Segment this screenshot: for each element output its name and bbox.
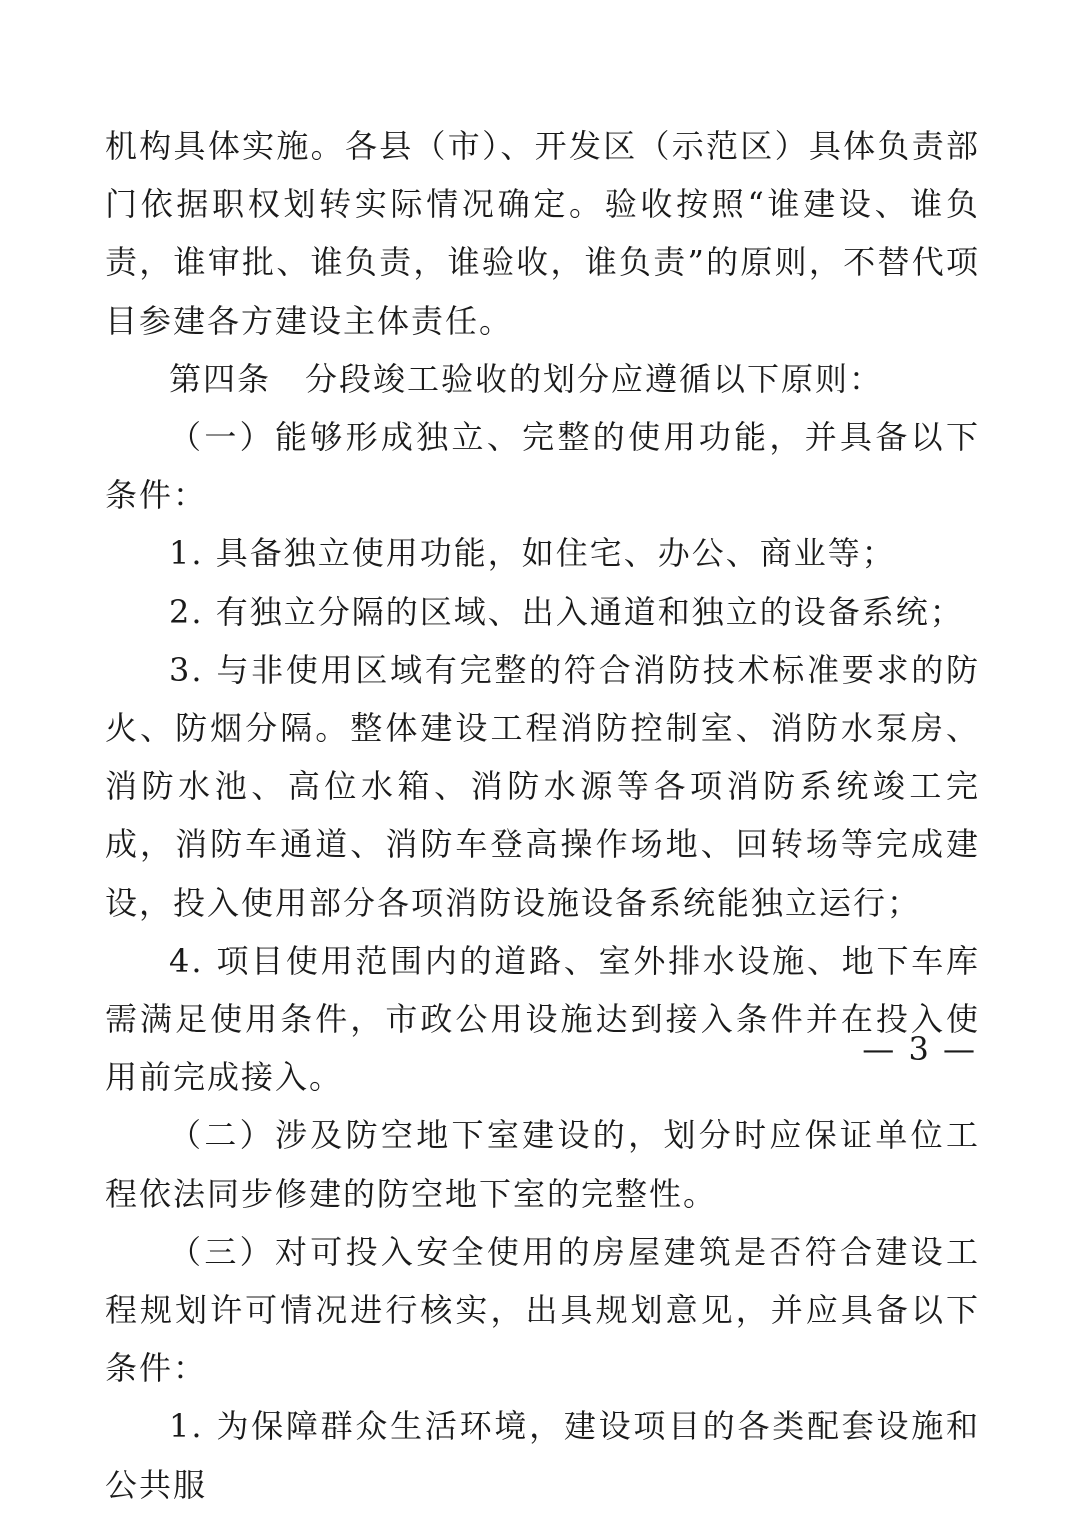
paragraph: 2. 有独立分隔的区域、出入通道和独立的设备系统； — [169, 592, 964, 631]
paragraph: 机构具体实施。各县（市）、开发区（示范区）具体负责部门依据职权划转实际情况确定。验收按照“谁建设、谁负责，谁审批、谁负责，谁验收，谁负责”的原则，不替代项目参建各方建设主体责任。 — [105, 127, 980, 340]
paragraph: （一）能够形成独立、完整的使用功能，并具备以下条件： — [105, 418, 980, 515]
paragraph: 3. 与非使用区域有完整的符合消防技术标准要求的防火、防烟分隔。整体建设工程消防控制室、消防水泵房、消防水池、高位水箱、消防水源等各项消防系统竣工完成，消防车通道、消防车登高操作场地、回转场等完成建设，投入使用部分各项消防设施设备系统能独立运行； — [105, 650, 980, 922]
paragraph: 4. 项目使用范围内的道路、室外排水设施、地下车库需满足使用条件，市政公用设施达到接入条件并在投入使用前完成接入。 — [105, 941, 980, 1097]
paragraph: 第四条 分段竣工验收的划分应遵循以下原则： — [169, 359, 884, 398]
paragraph: 1. 具备独立使用功能，如住宅、办公、商业等； — [169, 534, 896, 573]
page-number: — 3 — — [862, 1030, 977, 1068]
paragraph: （二）涉及防空地下室建设的，划分时应保证单位工程依法同步修建的防空地下室的完整性。 — [105, 1116, 980, 1213]
paragraph: 1. 为保障群众生活环境，建设项目的各类配套设施和公共服 — [105, 1407, 980, 1504]
paragraph: （三）对可投入安全使用的房屋建筑是否符合建设工程规划许可情况进行核实，出具规划意见，并应具备以下条件： — [105, 1232, 980, 1388]
body-text — [105, 117, 980, 1514]
